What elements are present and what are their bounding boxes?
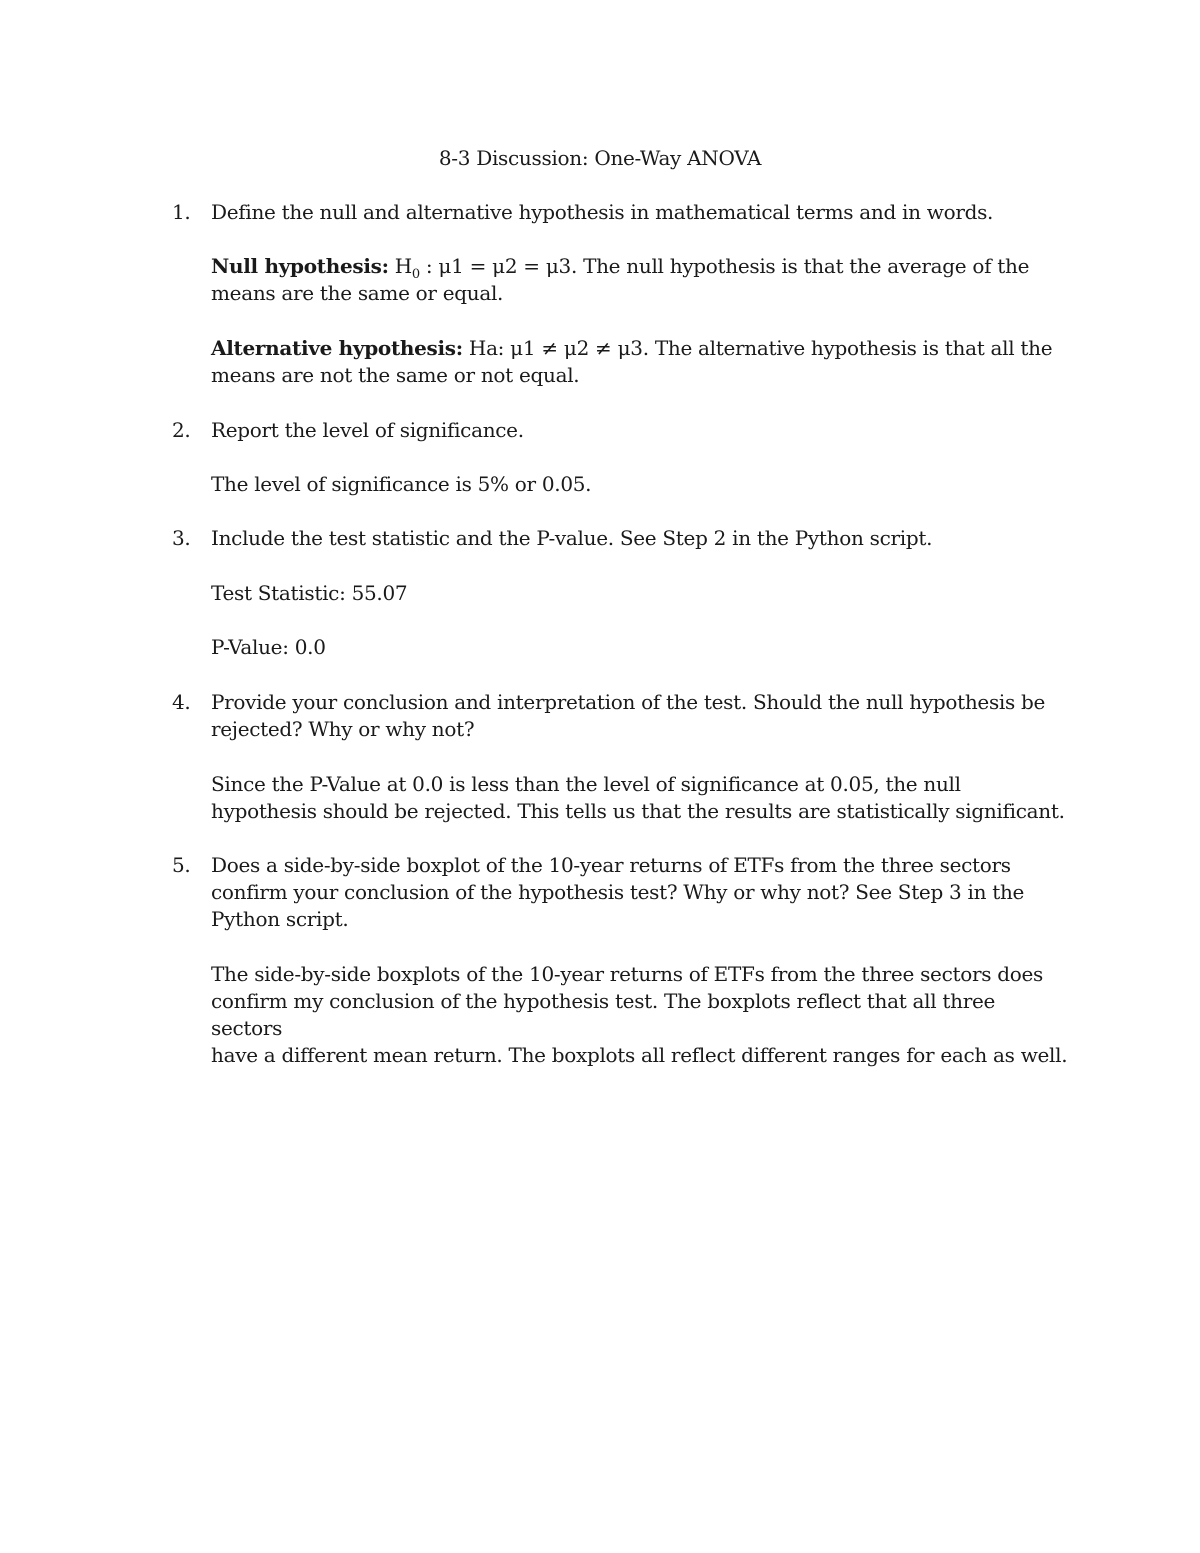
answer-2: The level of significance is 5% or 0.05. [211,472,592,496]
question-text-line: Does a side-by-side boxplot of the 10-year returns of ETFs from the three sectors [211,853,1011,877]
question-number: 4. [172,690,191,714]
null-hypothesis-h: H [394,254,412,278]
question-text [211,689,1071,743]
answer-5 [211,961,1071,1069]
test-statistic: Test Statistic: 55.07 [211,581,408,605]
null-hypothesis-text: The null hypothesis is that the average of the [583,254,1030,278]
answer-line: have a different mean return. The boxplots all reflect different ranges for each as well. [211,1043,1068,1067]
alternative-hypothesis-text-cont: means are not the same or not equal. [211,363,580,387]
question-number: 1. [172,200,191,224]
p-value: P-Value: 0.0 [211,635,326,659]
question-text: Include the test statistic and the P-value. See Step 2 in the Python script. [211,526,933,550]
null-hypothesis-formula: : μ1 = μ2 = μ3. [419,254,577,278]
question-number: 2. [172,418,191,442]
question-text-line: Provide your conclusion and interpretation of the test. Should the null hypothesis be [211,690,1046,714]
question-text: Report the level of significance. [211,418,524,442]
question-text-line: confirm your conclusion of the hypothesis test? Why or why not? See Step 3 in the [211,880,1025,904]
question-text: Define the null and alternative hypothesis in mathematical terms and in words. [211,200,994,224]
answer-line: hypothesis should be rejected. This tells us that the results are statistically significant. [211,799,1065,823]
question-text [211,852,1071,933]
alternative-hypothesis-label: Alternative hypothesis: [211,336,463,360]
question-text-line: Python script. [211,907,349,931]
null-hypothesis-subscript: 0 [411,267,420,282]
alternative-hypothesis-block [211,335,1071,389]
answer-line: confirm my conclusion of the hypothesis test. The boxplots reflect that all three sectors [211,989,996,1040]
answer-4 [211,771,1071,825]
alternative-hypothesis-text: The alternative hypothesis is that all the [654,336,1053,360]
question-number: 5. [172,853,191,877]
answer-line: Since the P-Value at 0.0 is less than the level of significance at 0.05, the null [211,772,961,796]
page-title: 8-3 Discussion: One-Way ANOVA [438,146,762,170]
answer-line: The side-by-side boxplots of the 10-year returns of ETFs from the three sectors does [211,962,1043,986]
question-number: 3. [172,526,191,550]
null-hypothesis-text-cont: means are the same or equal. [211,281,504,305]
null-hypothesis-block [211,253,1071,307]
alternative-hypothesis-formula: Ha: μ1 ≠ μ2 ≠ μ3. [468,336,649,360]
null-hypothesis-label: Null hypothesis: [211,254,389,278]
question-text-line: rejected? Why or why not? [211,717,475,741]
